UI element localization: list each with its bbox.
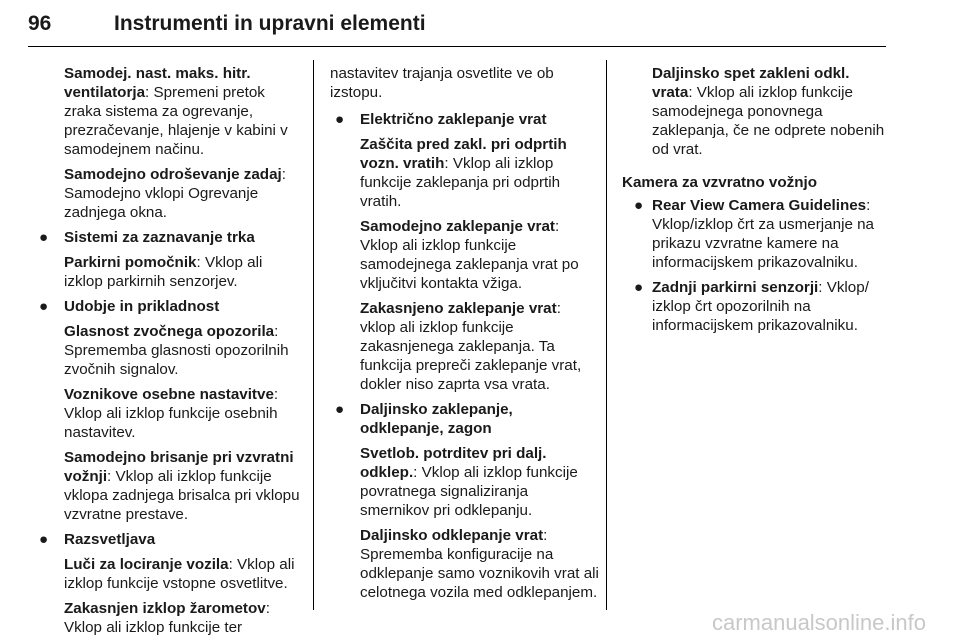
bullet-icon: ● xyxy=(335,401,345,418)
category-heading: ● Daljinsko zaklepanje, odklepanje, zagon xyxy=(335,401,513,437)
setting-name: Luči za lociranje vozila xyxy=(64,556,229,573)
setting-name: Zakasnjeno zaklepanje vrat xyxy=(360,300,557,317)
setting-name: Voznikove osebne nastavitve xyxy=(64,386,274,403)
bullet-icon: ● xyxy=(39,229,49,246)
category-heading: ● Električno zaklepanje vrat xyxy=(335,111,547,128)
bullet-icon: ● xyxy=(39,298,49,315)
setting-item xyxy=(330,444,600,520)
setting-item xyxy=(330,217,600,293)
setting-name: Samodejno odroševanje zadaj xyxy=(64,166,282,183)
setting-desc: : Vklop ali izklop funkcije ter xyxy=(64,600,270,636)
setting-desc: : vklop ali izklop funkcije zakasnjenega zaklepanja. Ta funkcija prepreči zaklepanje vrat, dokler niso zaprta vsa vrata. xyxy=(360,300,582,393)
setting-item xyxy=(622,278,890,335)
setting-desc: : Vklop ali izklop funkcije vstopne osvetlitve. xyxy=(64,556,295,592)
bullet-icon: ● xyxy=(335,111,345,128)
setting-desc: : Sprememba konfiguracije na odklepanje samo voznikovih vrat ali celotnega vozila med odklepanjem. xyxy=(360,527,599,601)
setting-name: Daljinsko odklepanje vrat xyxy=(360,527,544,544)
setting-desc: : Samodejno vklopi Ogrevanje zadnjega okna. xyxy=(64,166,286,221)
setting-item xyxy=(622,64,890,159)
setting-desc: : Sprememba glasnosti opozorilnih zvočnih signalov. xyxy=(64,323,289,378)
setting-desc: : Vklop ali izklop funkcije samodejnega ponovnega zaklepanja, če ne odprete nobenih od vrat. xyxy=(652,84,885,158)
setting-item xyxy=(330,526,600,602)
bullet-icon: ● xyxy=(39,531,49,548)
bullet-icon: ● xyxy=(634,279,644,296)
setting-item xyxy=(34,599,304,637)
bullet-icon: ● xyxy=(634,197,644,214)
setting-item xyxy=(330,135,600,211)
setting-item xyxy=(330,299,600,394)
setting-name: Rear View Camera Guidelines xyxy=(652,197,867,214)
category-heading: ● Udobje in prikladnost xyxy=(39,298,220,315)
category-heading: ● Sistemi za zaznavanje trka xyxy=(39,229,255,246)
column-1 xyxy=(34,64,304,643)
setting-name: Glasnost zvočnega opozorila xyxy=(64,323,275,340)
setting-name: Samodejno brisanje pri vzvratni vožnji xyxy=(64,449,294,485)
setting-item xyxy=(34,165,304,222)
setting-desc: : Vklop ali izklop funkcije vklopa zadnjega brisalca pri vklopu vzvratne prestave. xyxy=(64,468,300,523)
setting-item xyxy=(34,385,304,442)
column-3 xyxy=(622,64,890,341)
setting-name: Zaščita pred zakl. pri odprtih vozn. vratih xyxy=(360,136,567,172)
setting-desc: : Vklop/ izklop črt opozorilnih na informacijskem prikazovalniku. xyxy=(652,279,869,334)
setting-item xyxy=(34,448,304,524)
setting-name: Parkirni pomočnik xyxy=(64,254,197,271)
setting-name: Samodej. nast. maks. hitr. ventilatorja xyxy=(64,65,251,101)
column-divider-1 xyxy=(313,60,314,610)
setting-item xyxy=(34,555,304,593)
watermark: carmanualsonline.info xyxy=(711,610,926,635)
setting-name: Zadnji parkirni senzorji xyxy=(652,279,819,296)
setting-desc: : Vklop/izklop črt za usmerjanje na prikazu vzvratne kamere na informacijskem prikazovalniku. xyxy=(652,197,875,271)
setting-desc: : Vklop ali izklop funkcije samodejnega zaklepanja vrat po vključitvi kontakta vžiga. xyxy=(360,218,579,292)
setting-name: Zakasnjen izklop žarometov xyxy=(64,600,266,617)
setting-desc: : Vklop ali izklop funkcije osebnih nastavitev. xyxy=(64,386,279,441)
category-heading: ● Razsvetljava xyxy=(39,531,156,548)
setting-desc: : Vklop ali izklop funkcije povratnega signaliziranja smernikov pri odklepanju. xyxy=(360,464,578,519)
page-number: 96 xyxy=(28,12,52,35)
setting-desc: : Vklop ali izklop parkirnih senzorjev. xyxy=(64,254,263,290)
page-title: Instrumenti in upravni elementi xyxy=(114,12,426,35)
setting-item xyxy=(34,64,304,159)
column-2 xyxy=(330,64,600,608)
page-header xyxy=(28,4,888,46)
setting-name: Daljinsko spet zakleni odkl. vrata xyxy=(652,65,850,101)
setting-desc: : Spremeni pretok zraka sistema za ogrevanje, prezračevanje, hlajenje v kabini v samodejnem načinu. xyxy=(64,84,288,158)
setting-item xyxy=(34,322,304,379)
setting-desc: : Vklop ali izklop funkcije zaklepanja pri odprtih vratih. xyxy=(360,155,561,210)
continued-text: nastavitev trajanja osvetlite ve ob izstopu. xyxy=(330,65,554,101)
setting-item xyxy=(34,253,304,291)
section-heading: Kamera za vzvratno vožnjo xyxy=(622,174,817,191)
header-rule xyxy=(28,46,886,47)
setting-name: Svetlob. potrditev pri dalj. odklep. xyxy=(360,445,547,481)
setting-name: Samodejno zaklepanje vrat xyxy=(360,218,555,235)
column-divider-2 xyxy=(606,60,607,610)
setting-item xyxy=(622,196,890,272)
